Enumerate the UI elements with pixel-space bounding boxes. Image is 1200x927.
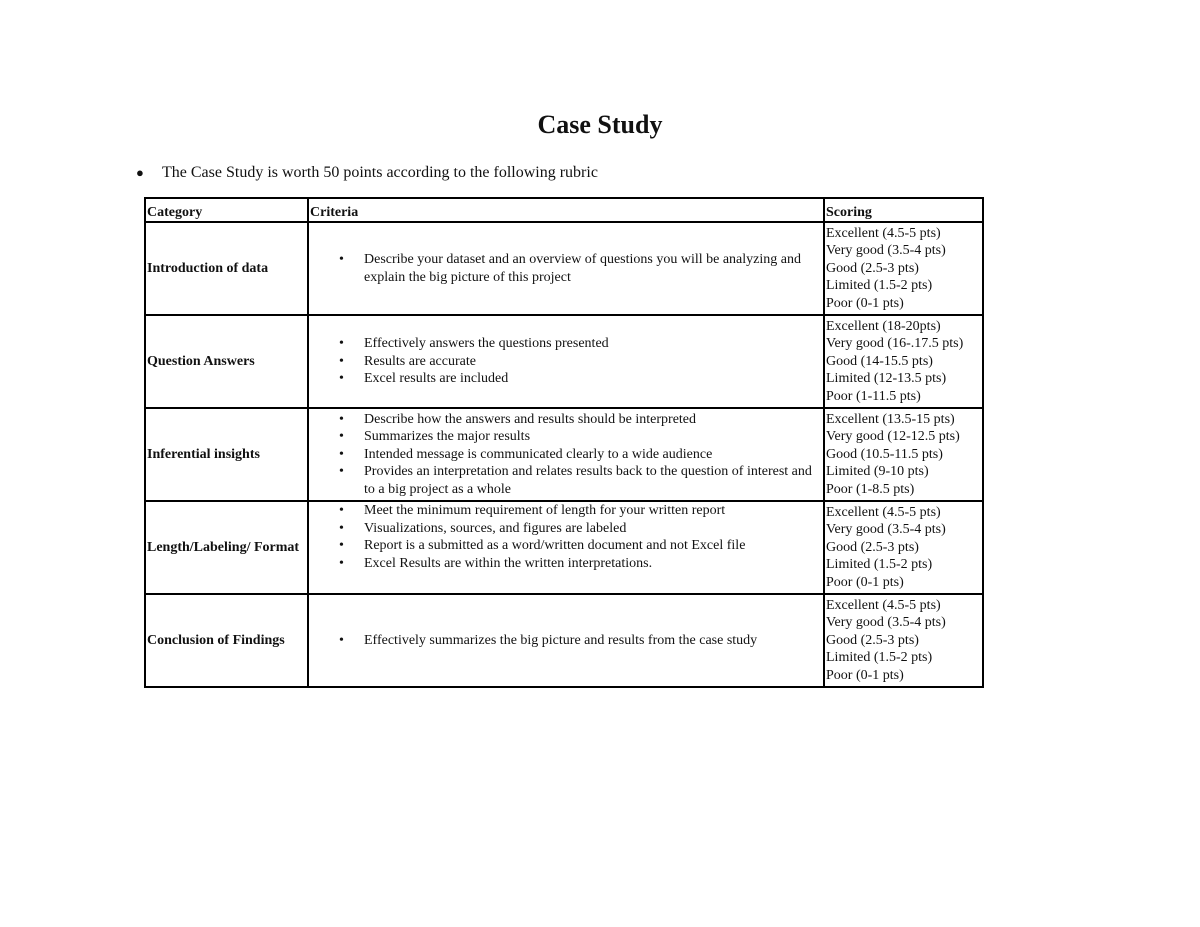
scoring-cell — [824, 408, 983, 501]
list-item: • Visualizations, sources, and figures are labeled — [364, 520, 822, 538]
scoring-cell — [824, 594, 983, 687]
column-header-category: Category — [145, 198, 308, 222]
criteria-list — [310, 632, 822, 650]
score-level: Poor (0-1 pts) — [826, 574, 904, 590]
list-item: • Describe your dataset and an overview of questions you will be analyzing and explain the big picture of this project — [364, 251, 822, 286]
table-row — [145, 501, 983, 594]
score-level: Poor (0-1 pts) — [826, 295, 904, 311]
list-item: • Summarizes the major results — [364, 428, 822, 446]
category-cell: Introduction of data — [145, 222, 308, 315]
table-row — [145, 594, 983, 687]
table-row — [145, 315, 983, 408]
score-level: Good (14-15.5 pts) — [826, 353, 933, 369]
list-item: • Effectively summarizes the big picture and results from the case study — [364, 632, 822, 650]
score-level: Limited (9-10 pts) — [826, 464, 929, 480]
criteria-cell — [308, 408, 824, 501]
rubric-table — [144, 197, 984, 688]
scoring-cell — [824, 315, 983, 408]
criteria-list — [310, 502, 822, 572]
bullet-icon: ● — [136, 165, 144, 180]
score-level: Excellent (4.5-5 pts) — [826, 504, 941, 520]
score-level: Poor (1-11.5 pts) — [826, 388, 921, 404]
category-cell: Question Answers — [145, 315, 308, 408]
criteria-list — [310, 411, 822, 499]
score-level: Good (10.5-11.5 pts) — [826, 446, 943, 462]
score-level: Very good (3.5-4 pts) — [826, 522, 946, 538]
list-item: • Provides an interpretation and relates results back to the question of interest and to a big project as a whole — [364, 463, 822, 498]
list-item: • Excel Results are within the written interpretations. — [364, 555, 822, 573]
score-level: Very good (12-12.5 pts) — [826, 429, 960, 445]
category-cell: Inferential insights — [145, 408, 308, 501]
category-cell: Conclusion of Findings — [145, 594, 308, 687]
score-level: Good (2.5-3 pts) — [826, 632, 919, 648]
score-level: Limited (1.5-2 pts) — [826, 278, 933, 294]
list-item: • Effectively answers the questions presented — [364, 335, 822, 353]
score-level: Limited (12-13.5 pts) — [826, 371, 947, 387]
criteria-list — [310, 335, 822, 388]
score-level: Very good (3.5-4 pts) — [826, 615, 946, 631]
criteria-list — [310, 251, 822, 286]
criteria-cell — [308, 594, 824, 687]
criteria-cell — [308, 222, 824, 315]
list-item: • Describe how the answers and results should be interpreted — [364, 411, 822, 429]
scoring-cell — [824, 501, 983, 594]
header-row — [145, 198, 983, 222]
scoring-cell — [824, 222, 983, 315]
list-item: • Intended message is communicated clearly to a wide audience — [364, 446, 822, 464]
score-level: Excellent (4.5-5 pts) — [826, 597, 941, 613]
score-level: Poor (1-8.5 pts) — [826, 481, 915, 497]
score-level: Excellent (13.5-15 pts) — [826, 411, 955, 427]
score-level: Poor (0-1 pts) — [826, 667, 904, 683]
criteria-cell — [308, 501, 824, 594]
score-level: Good (2.5-3 pts) — [826, 260, 919, 276]
score-level: Very good (3.5-4 pts) — [826, 243, 946, 259]
list-item: • Excel results are included — [364, 370, 822, 388]
table-row — [145, 222, 983, 315]
list-item: • Results are accurate — [364, 353, 822, 371]
score-level: Good (2.5-3 pts) — [826, 539, 919, 555]
column-header-scoring: Scoring — [824, 198, 983, 222]
page-title: Case Study — [537, 110, 663, 139]
criteria-cell — [308, 315, 824, 408]
score-level: Excellent (18-20pts) — [826, 318, 941, 334]
list-item: • Report is a submitted as a word/written document and not Excel file — [364, 537, 822, 555]
score-level: Limited (1.5-2 pts) — [826, 557, 933, 573]
score-level: Very good (16-.17.5 pts) — [826, 336, 964, 352]
score-level: Limited (1.5-2 pts) — [826, 650, 933, 666]
intro-line — [136, 162, 598, 184]
table-row — [145, 408, 983, 501]
list-item: • Meet the minimum requirement of length for your written report — [364, 502, 822, 520]
score-level: Excellent (4.5-5 pts) — [826, 225, 941, 241]
intro-text: The Case Study is worth 50 points according to the following rubric — [162, 164, 598, 181]
column-header-criteria: Criteria — [308, 198, 824, 222]
category-cell: Length/Labeling/ Format — [145, 501, 308, 594]
